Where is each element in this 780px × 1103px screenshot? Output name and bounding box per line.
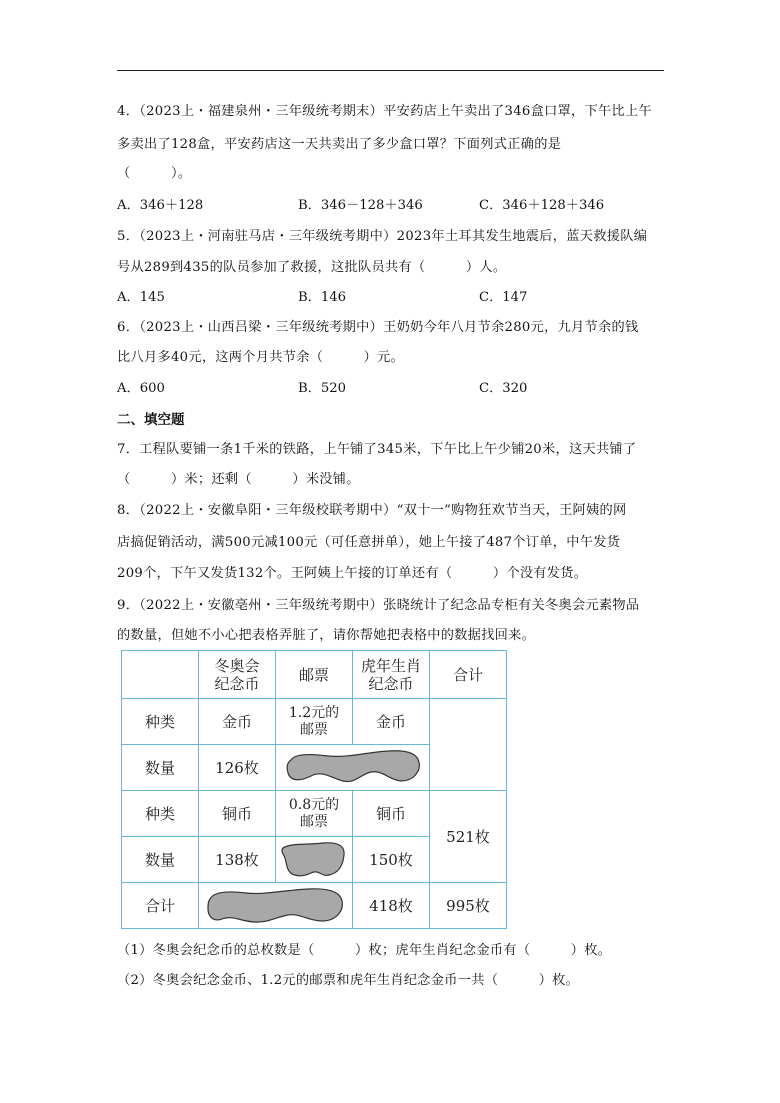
table-header-olympic-coin: 冬奥会 纪念币 <box>199 651 276 699</box>
table-row-label-total: 合计 <box>122 883 199 929</box>
table-header-corner <box>122 651 199 699</box>
section-title-fill-in: 二、填空题 <box>117 412 185 428</box>
table-cell-total-upper <box>430 699 507 791</box>
q5-option-a[interactable]: A．145 <box>117 290 165 305</box>
header-rule <box>117 70 664 71</box>
table-cell-stained-stamp <box>276 837 353 883</box>
q8-line1: 8．（2022上・安徽阜阳・三年级校联考期中）“双十一”购物狂欢节当天，王阿姨的网 <box>117 503 627 518</box>
q5-line2: 号从289到435的队员参加了救援，这批队员共有（ ）人。 <box>117 260 507 275</box>
souvenir-count-table <box>121 650 507 929</box>
table-row-label-count: 数量 <box>122 745 199 791</box>
table-cell-stained-lower <box>199 883 353 929</box>
q4-option-c[interactable]: C．346＋128＋346 <box>479 198 605 213</box>
stain-blob-small <box>279 839 349 881</box>
table-cell-copper-coin: 铜币 <box>199 791 276 837</box>
table-header-tiger-coin: 虎年生肖 纪念币 <box>353 651 430 699</box>
table-cell-gold-coin: 金币 <box>199 699 276 745</box>
q4-line2: 多卖出了128盒，平安药店这一天共卖出了多少盒口罩？下面列式正确的是 <box>117 137 562 152</box>
q5-option-c[interactable]: C．147 <box>479 290 528 305</box>
table-row-label-count-2: 数量 <box>122 837 199 883</box>
q9-line2: 的数量，但她不小心把表格弄脏了，请你帮她把表格中的数据找回来。 <box>117 628 536 643</box>
table-cell-tiger-total: 418枚 <box>353 883 430 929</box>
q8-line2: 店搞促销活动，满500元减100元（可任意拼单），她上午接了487个订单，中午发货 <box>117 535 621 550</box>
q5-line1: 5．（2023上・河南驻马店・三年级统考期中）2023年土耳其发生地震后，蓝天救援队编 <box>117 229 648 244</box>
table-cell-tiger-copper-count: 150枚 <box>353 837 430 883</box>
table-cell-stamp-1-2: 1.2元的 邮票 <box>276 699 353 745</box>
table-cell-stained-upper <box>276 745 430 791</box>
table-cell-tiger-copper: 铜币 <box>353 791 430 837</box>
q9-sub1: （1）冬奥会纪念币的总枚数是（ ）枚；虎年生肖纪念金币有（ ）枚。 <box>117 943 612 958</box>
q4-option-a[interactable]: A．346＋128 <box>117 198 204 213</box>
q6-line2: 比八月多40元，这两个月共节余（ ）元。 <box>117 350 405 365</box>
q6-option-b[interactable]: B．520 <box>298 381 347 396</box>
table-header-stamp: 邮票 <box>276 651 353 699</box>
table-row-label-type-2: 种类 <box>122 791 199 837</box>
table-cell-tiger-gold: 金币 <box>353 699 430 745</box>
q4-line3: （ ）。 <box>117 166 192 181</box>
stain-blob-upper <box>283 748 423 788</box>
table-cell-gold-count: 126枚 <box>199 745 276 791</box>
table-header-total: 合计 <box>430 651 507 699</box>
q7-line2: （ ）米；还剩（ ）米没铺。 <box>117 472 360 487</box>
q9-line1: 9．（2022上・安徽亳州・三年级统考期中）张晓统计了纪念品专柜有关冬奥会元素物品 <box>117 598 640 613</box>
q5-option-b[interactable]: B．146 <box>298 290 347 305</box>
q6-option-c[interactable]: C．320 <box>479 381 528 396</box>
stain-blob-lower <box>204 885 348 927</box>
table-row-label-type: 种类 <box>122 699 199 745</box>
q7-line1: 7．工程队要铺一条1千米的铁路，上午铺了345米，下午比上午少铺20米，这天共铺了 <box>117 442 637 457</box>
q4-line1: 4．（2023上・福建泉州・三年级统考期末）平安药店上午卖出了346盒口罩，下午比上午 <box>117 104 652 119</box>
q6-option-a[interactable]: A．600 <box>117 381 165 396</box>
table-cell-grand-total: 995枚 <box>430 883 507 929</box>
q4-option-b[interactable]: B．346－128＋346 <box>298 198 423 213</box>
table-cell-copper-count: 138枚 <box>199 837 276 883</box>
table-cell-total-lower: 521枚 <box>430 791 507 883</box>
q6-line1: 6．（2023上・山西吕梁・三年级统考期中）王奶奶今年八月节余280元，九月节余的钱 <box>117 320 639 335</box>
q8-line3: 209个，下午又发货132个。王阿姨上午接的订单还有（ ）个没有发货。 <box>117 566 588 581</box>
table-cell-stamp-0-8: 0.8元的 邮票 <box>276 791 353 837</box>
q9-sub2: （2）冬奥会纪念金币、1.2元的邮票和虎年生肖纪念金币一共（ ）枚。 <box>117 973 580 988</box>
